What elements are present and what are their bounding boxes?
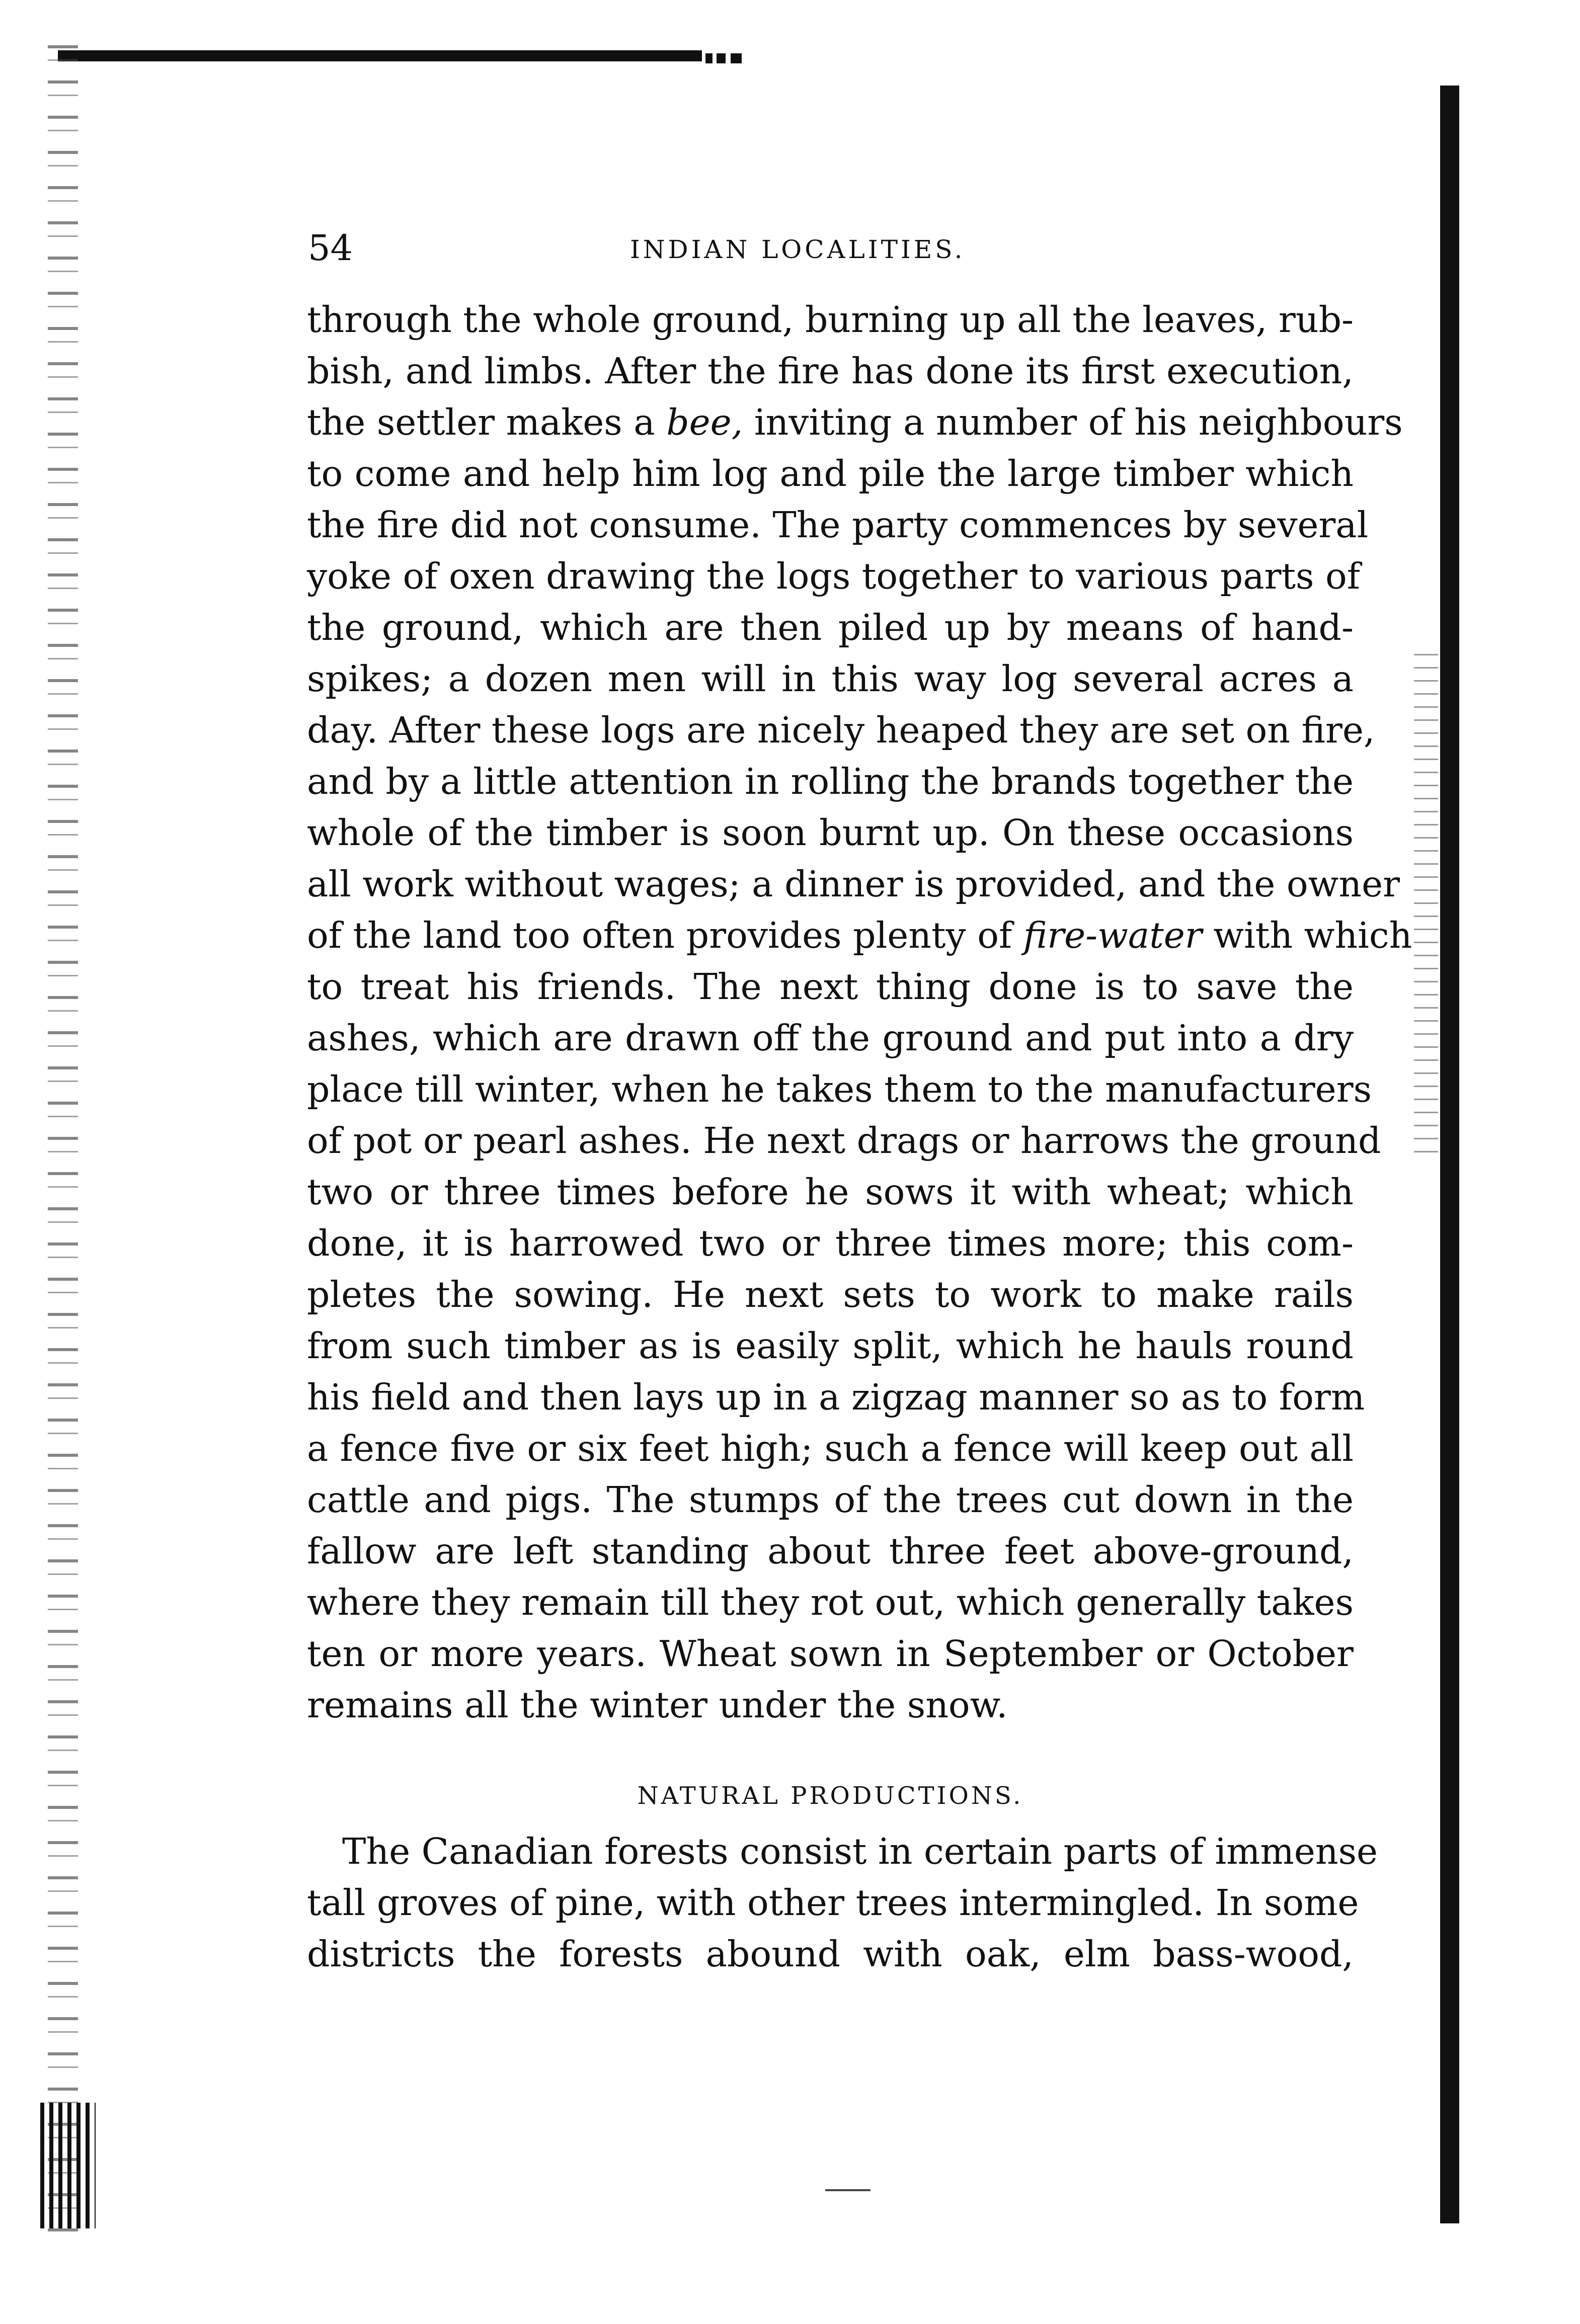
text-line: to come and help him log and pile the large timber which — [307, 453, 1354, 494]
text-line: yoke of oxen drawing the logs together to various parts of — [307, 555, 1361, 597]
page-number: 54 — [308, 227, 353, 269]
text-line: cattle and pigs. The stumps of the trees cut down in the — [307, 1479, 1354, 1521]
top-rule-dash — [717, 53, 726, 63]
top-border-rule — [58, 50, 702, 61]
text-line: done, it is harrowed two or three times more; this com- — [307, 1222, 1354, 1264]
text-line: and by a little attention in rolling the brands together the — [307, 761, 1354, 802]
text-line: place till winter, when he takes them to the manufacturers — [307, 1068, 1372, 1110]
paragraph-farming — [307, 294, 1412, 1731]
footer-mark — [825, 2189, 871, 2191]
text-line: where they remain till they rot out, which generally takes — [307, 1582, 1354, 1623]
right-page-edge-bar — [1440, 86, 1459, 2223]
text-line: from such timber as is easily split, which he hauls round — [307, 1325, 1354, 1367]
text-line: tall groves of pine, with other trees intermingled. In some — [307, 1882, 1359, 1924]
text-line: the fire did not consume. The party commences by several — [307, 504, 1369, 546]
top-rule-dash — [731, 53, 742, 63]
text-line: of the land too often provides plenty of fire-water with which — [307, 915, 1412, 956]
text-line: of pot or pearl ashes. He next drags or harrows the ground — [307, 1120, 1381, 1161]
text-line: whole of the timber is soon burnt up. On these occasions — [307, 812, 1354, 854]
text-line: all work without wages; a dinner is provided, and the owner — [307, 863, 1400, 905]
text-line: ten or more years. Wheat sown in September or October — [307, 1633, 1354, 1675]
text-line: remains all the winter under the snow. — [307, 1684, 1008, 1726]
text-line: spikes; a dozen men will in this way log several acres a — [307, 658, 1354, 700]
text-line: two or three times before he sows it with wheat; which — [307, 1171, 1354, 1213]
text-line: his field and then lays up in a zigzag manner so as to form — [307, 1376, 1365, 1418]
section-heading: NATURAL PRODUCTIONS. — [637, 1782, 1023, 1810]
text-line: pletes the sowing. He next sets to work to make rails — [307, 1274, 1354, 1315]
text-line: to treat his friends. The next thing done is to save the — [307, 966, 1354, 1008]
left-binding-marks — [40, 2103, 96, 2228]
text-line: ashes, which are drawn off the ground and put into a dry — [307, 1017, 1354, 1059]
left-page-edge-shadow — [48, 45, 78, 2233]
text-line: through the whole ground, burning up all the leaves, rub- — [307, 299, 1354, 341]
top-rule-dash — [705, 53, 713, 63]
text-line: day. After these logs are nicely heaped they are set on fire, — [307, 709, 1375, 751]
text-line: fallow are left standing about three feet above-ground, — [307, 1530, 1354, 1572]
text-line: the settler makes a bee, inviting a number of his neighbours — [307, 401, 1403, 443]
right-edge-speckle — [1414, 654, 1438, 1157]
text-line: the ground, which are then piled up by means of hand- — [307, 607, 1354, 648]
page-header — [308, 225, 1365, 271]
running-head: INDIAN LOCALITIES. — [630, 235, 966, 264]
text-line: The Canadian forests consist in certain parts of immense — [342, 1831, 1378, 1872]
paragraph-natural-productions — [307, 1826, 1378, 1980]
text-line: a fence five or six feet high; such a fence will keep out all — [307, 1428, 1354, 1469]
text-line: bish, and limbs. After the fire has done its first execution, — [307, 350, 1354, 392]
text-line: districts the forests abound with oak, elm bass-wood, — [307, 1933, 1354, 1975]
